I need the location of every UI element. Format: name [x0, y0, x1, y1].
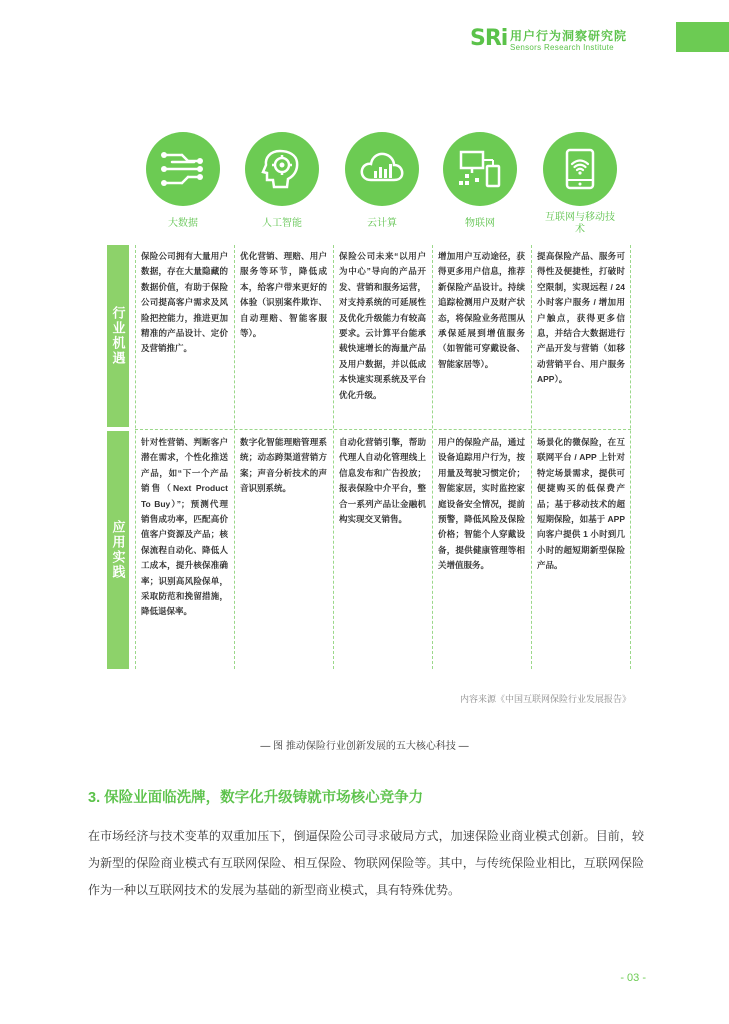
tech-title: 云计算 — [367, 218, 397, 229]
cell-opportunity-iot: 增加用户互动途径，获得更多用户信息，推荐新保险产品设计。持续追踪检测用户及财产状态，将保险业务范围从承保延展到增值服务（如智能可穿戴设备、智能家居等）。 — [438, 251, 525, 369]
column-divider — [333, 245, 334, 669]
row-label-text: 应用实践 — [110, 520, 126, 580]
connected-devices-icon — [443, 132, 517, 206]
tech-title: 人工智能 — [262, 218, 302, 229]
source-note: 内容来源《中国互联网保险行业发展报告》 — [459, 694, 631, 704]
cell-practice-cloud: 自动化营销引擎，帮助代理人自动化管理线上信息发布和广告投放；报表保险中介平台，整合一系列产品让金融机构实现交叉销售。 — [339, 437, 426, 525]
cell-opportunity-big-data: 保险公司拥有大量用户数据，存在大量隐藏的数据价值，有助于保险公司提高客户需求及风险把控能力，推进更加精准的产品设计、定价及营销推广。 — [141, 251, 228, 354]
tech-title: 大数据 — [168, 218, 198, 229]
column-divider — [135, 245, 136, 669]
tech-column-big-data — [146, 132, 220, 236]
row-label-opportunities — [107, 245, 129, 427]
mobile-wifi-icon — [543, 132, 617, 206]
section-heading: 3. 保险业面临洗牌，数字化升级铸就市场核心竞争力 — [88, 790, 424, 806]
tech-column-mobile — [543, 132, 617, 236]
tech-title: 物联网 — [465, 218, 495, 229]
logo-mark: SRi — [470, 26, 508, 51]
column-divider — [630, 245, 631, 669]
figure-caption: — 图 推动保险行业创新发展的五大核心科技 — — [260, 741, 469, 752]
row-divider — [135, 429, 631, 430]
network-circuit-icon — [146, 132, 220, 206]
cell-opportunity-ai: 优化营销、理赔、用户服务等环节，降低成本，给客户带来更好的体验（识别案件欺诈、自动理赔、智能客服等）。 — [240, 251, 327, 339]
tech-column-iot — [443, 132, 517, 236]
cloud-chart-icon — [345, 132, 419, 206]
cell-practice-iot: 用户的保险产品，通过设备追踪用户行为，按用量及驾驶习惯定价；智能家居，实时监控家庭设备安全情况，提前预警，降低风险及保险价格；智能个人穿戴设备，提供健康管理等相关增值服务。 — [438, 437, 525, 571]
column-divider — [531, 245, 532, 669]
column-divider — [234, 245, 235, 669]
cell-practice-ai: 数字化智能理赔管理系统；动态跨渠道营销方案；声音分析技术的声音识别系统。 — [240, 437, 327, 494]
tech-opportunity-table — [107, 245, 631, 669]
tech-column-cloud — [345, 132, 419, 236]
logo-chinese-name: 用户行为洞察研究院 — [510, 29, 628, 43]
header-corner-block — [676, 22, 729, 52]
cell-opportunity-mobile: 提高保险产品、服务可得性及便捷性，打破时空限制，实现远程 / 24 小时客户服务 / 增加用户触点，获得更多信息，并结合大数据进行产品开发与营销（如移动营销平台、用户服务APP）。 — [537, 251, 625, 385]
body-paragraph: 在市场经济与技术变革的双重加压下，倒逼保险公司寻求破局方式，加速保险业商业模式创新。目前，较为新型的保险商业模式有互联网保险、相互保险、物联网保险等。其中，与传统保险业相比，互联网保险作为一种以互联网技术的发展为基础的新型商业模式，具有特殊优势。 — [88, 829, 644, 897]
row-label-practice — [107, 431, 129, 669]
logo-english-name: Sensors Research Institute — [510, 43, 614, 52]
tech-title: 互联网与移动技术 — [545, 212, 615, 235]
tech-column-ai — [245, 132, 319, 236]
column-divider — [432, 245, 433, 669]
row-label-text: 行业机遇 — [110, 306, 126, 366]
cell-practice-big-data: 针对性营销、判断客户潜在需求，个性化推送产品，如“下一个产品销售（Next Product To Buy）”；预测代理销售成功率，匹配高价值客户资源及产品；核保流程自动化、降低人工成本，提升核保准确率；识别高风险保单，采取防范和挽留措施，降低退保率。 — [141, 437, 228, 617]
brand-logo — [470, 26, 670, 56]
brain-gear-icon — [245, 132, 319, 206]
page-number: - 03 - — [620, 972, 646, 984]
cell-practice-mobile: 场景化的微保险，在互联网平台 / APP 上针对特定场景需求，提供可便捷购买的低保费产品；基于移动技术的超短期保险，如基于 APP 向客户提供 1 小时到几小时的超短期新型保险产品。 — [537, 437, 625, 571]
cell-opportunity-cloud: 保险公司未来“以用户为中心”导向的产品开发、营销和服务运营，对支持系统的可延展性及优化升级能力有较高要求。云计算平台能承载快速增长的海量产品及用户数据，并以低成本快速实现系统及平台优化升级。 — [339, 251, 426, 400]
